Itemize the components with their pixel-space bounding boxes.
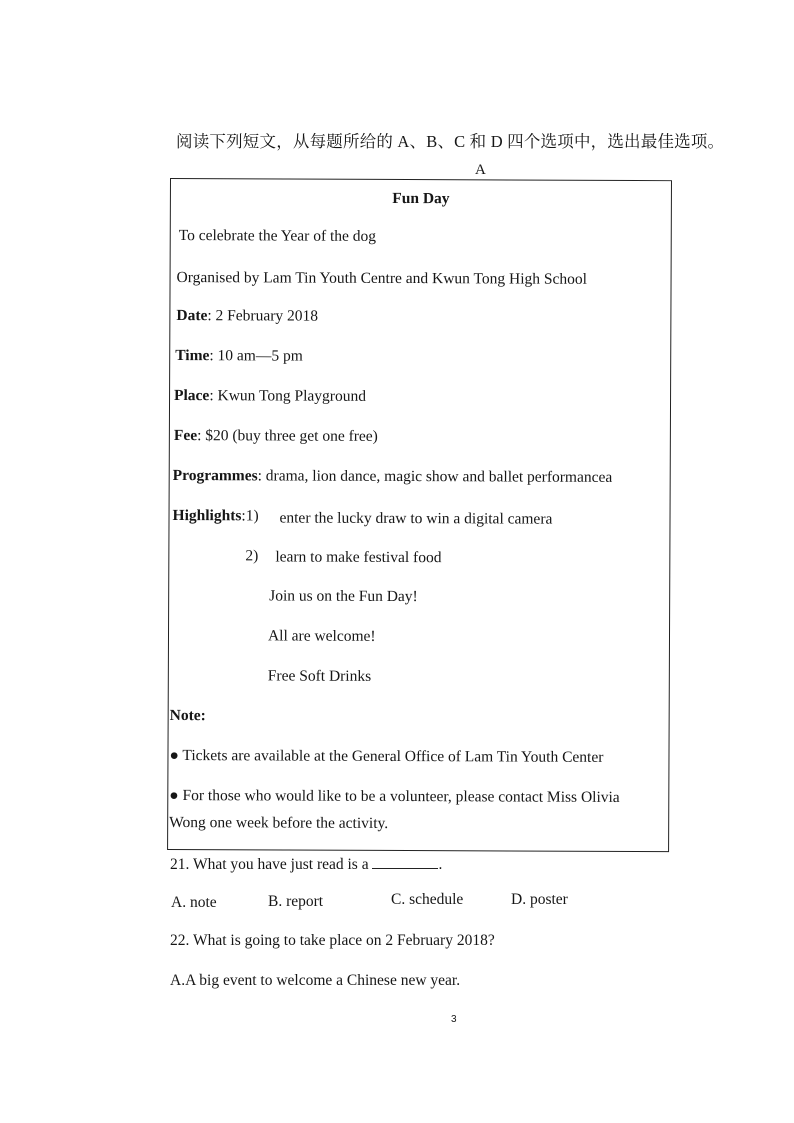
celebrate-line: To celebrate the Year of the dog <box>178 227 377 245</box>
note-item-1: ● Tickets are available at the General Office of Lam Tin Youth Center <box>169 747 604 766</box>
notice-title: Fun Day <box>392 189 450 208</box>
question-22-stem: 22. What is going to take place on 2 February 2018? <box>170 932 495 949</box>
notice-box <box>167 178 672 852</box>
time-row <box>175 347 303 366</box>
programmes-value: : drama, lion dance, magic show and ballet performancea <box>257 467 613 486</box>
note-item-2-line-1: ● For those who would like to be a volunteer, please contact Miss Olivia <box>169 787 620 806</box>
place-value: : Kwun Tong Playground <box>209 387 367 405</box>
option-21-a: A. note <box>171 894 217 911</box>
note-label: Note: <box>169 707 206 725</box>
note-item-2-line-2: Wong one week before the activity. <box>169 814 389 832</box>
option-21-b: B. report <box>268 893 324 910</box>
highlight-2-text: learn to make festival food <box>275 548 442 567</box>
highlight-2-number: 2) <box>245 547 259 565</box>
place-label: Place <box>174 387 210 405</box>
answer-blank <box>372 854 438 869</box>
question-21-stem-end: . <box>438 856 443 873</box>
organised-line: Organised by Lam Tin Youth Centre and Kwun Tong High School <box>176 269 588 288</box>
fee-value: : $20 (buy three get one free) <box>197 427 378 445</box>
programmes-label: Programmes <box>172 467 258 485</box>
highlight-1-text: enter the lucky draw to win a digital camera <box>279 509 553 528</box>
highlight-row-1 <box>172 507 258 525</box>
question-21-stem: 21. What you have just read is a <box>170 856 369 873</box>
date-row <box>176 307 318 326</box>
programmes-row <box>173 467 613 487</box>
instruction-text: 阅读下列短文，从每题所给的 A、B、C 和 D 四个选项中，选出最佳选项。 <box>176 132 725 151</box>
time-label: Time <box>175 347 210 365</box>
place-row <box>174 387 366 406</box>
date-label: Date <box>176 307 208 325</box>
page-number: 3 <box>451 1014 457 1025</box>
time-value: : 10 am—5 pm <box>209 347 303 365</box>
option-22-a: A.A big event to welcome a Chinese new year. <box>170 972 461 989</box>
question-21 <box>170 854 442 874</box>
join-line: Join us on the Fun Day! <box>269 587 418 606</box>
date-value: : 2 February 2018 <box>207 307 319 325</box>
option-21-d: D. poster <box>511 891 568 908</box>
fee-label: Fee <box>173 427 198 445</box>
section-label: A <box>475 162 486 178</box>
fee-row <box>174 427 378 446</box>
option-21-c: C. schedule <box>391 891 464 908</box>
highlight-1-number: :1) <box>241 507 259 525</box>
welcome-line: All are welcome! <box>267 627 376 645</box>
highlights-label: Highlights <box>172 507 242 525</box>
drinks-line: Free Soft Drinks <box>267 667 372 685</box>
